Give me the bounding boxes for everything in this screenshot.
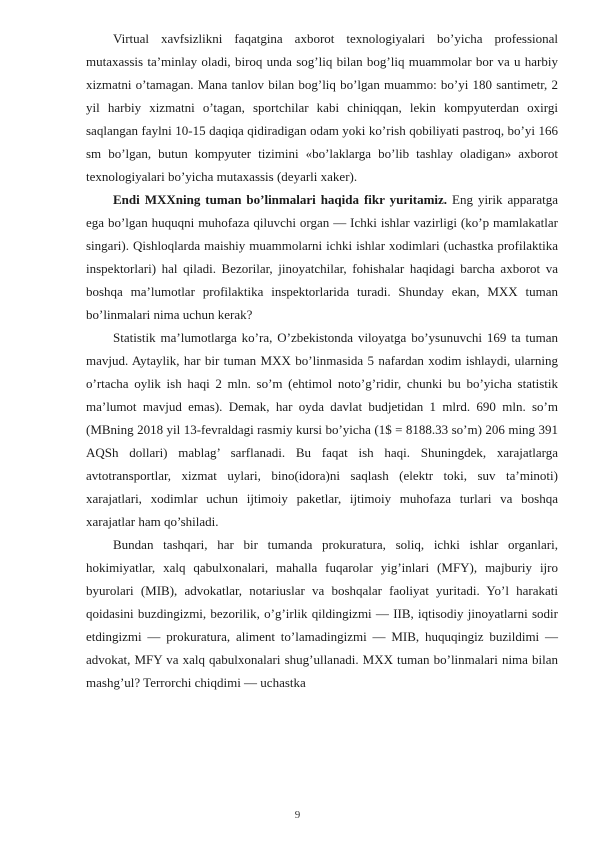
- page-number: 9: [294, 809, 301, 821]
- paragraph-1: [86, 27, 558, 188]
- paragraph-4: [86, 533, 558, 694]
- paragraph-2-lead: Endi MXXning tuman bo’linmalari haqida fikr yuritamiz.: [113, 192, 448, 207]
- paragraph-3: [86, 326, 558, 533]
- paragraph-2-text: Eng yirik apparatga ega bo’lgan huquqni muhofaza qiluvchi organ — Ichki ishlar vazirligi (ko’p mamlakatlar singari). Qishloqlarda maishiy muammolarni ichki ishlar xodimlari (uchastka profilaktika inspektorlari) hal qiladi. Bezorilar, jinoyatchilar, fohishalar haqidagi barcha axborot va boshqa ma’lumotlar profilaktika inspektorlarida turadi. Shunday ekan, MXX tuman bo’linmalari nima uchun kerak?: [86, 192, 558, 322]
- paragraph-1-text: Virtual xavfsizlikni faqatgina axborot texnologiyalari bo’yicha professional mutaxassis ta’minlay oladi, biroq unda sog’liq bilan bog’liq muammolar bor va u harbiy xizmatni o’tamagan. Mana tanlov bilan bog’liq bo’lgan muammo: bo’yi 180 santimetr, 2 yil harbiy xizmatni o’tagan, sportchilar kabi chiniqqan, lekin kompyuterdan oxirgi saqlangan faylni 10-15 daqiqa qidiradigan odam yoki ko’rish qobiliyati pastroq, bo’yi 166 sm bo’lgan, butun kompyuter tizimini «bo’laklarga bo’lib tashlay oladigan» axborot texnologiyalari bo’yicha mutaxassis (deyarli xaker).: [86, 31, 558, 184]
- paragraph-4-text: Bundan tashqari, har bir tumanda prokuratura, soliq, ichki ishlar organlari, hokimiyatlar, xalq qabulxonalari, mahalla fuqarolar yig’inlari (MFY), majburiy ijro byurolari (MIB), advokatlar, notariuslar va boshqalar faoliyat yuritadi. Yo’l harakati qoidasini buzdingizmi, bezorilik, o’g’irlik qildingizmi — IIB, iqtisodiy jinoyatlarni sodir etdingizmi — prokuratura, aliment to’lamadingizmi — MIB, huquqingiz buzildimi — advokat, MFY va xalq qabulxonalari shug’ullanadi. MXX tuman bo’linmalari nima bilan mashg’ul? Terrorchi chiqdimi — uchastka: [86, 537, 558, 690]
- paragraph-2: [86, 188, 558, 326]
- paragraph-3-text: Statistik ma’lumotlarga ko’ra, O’zbekistonda viloyatga bo’ysunuvchi 169 ta tuman mavjud. Aytaylik, har bir tuman MXX bo’linmasida 5 nafardan xodim ishlaydi, ularning o’rtacha oylik ish haqi 2 mln. so’m (ehtimol noto’g’ridir, chunki bu bo’yicha statistik ma’lumot mavjud emas). Demak, har oyda davlat budjetidan 1 mlrd. 690 mln. so’m (MBning 2018 yil 13-fevraldagi rasmiy kursi bo’yicha (1$ = 8188.33 so’m) 206 ming 391 AQSh dollari) mablag’ sarflanadi. Bu faqat ish haqi. Shuningdek, xarajatlarga avtotransportlar, xizmat uylari, bino(idora)ni saqlash (elektr toki, suv ta’minoti) xarajatlari, xodimlar uchun ijtimoiy paketlar, ijtimoiy muhofaza turlari va boshqa xarajatlar ham qo’shiladi.: [86, 330, 558, 529]
